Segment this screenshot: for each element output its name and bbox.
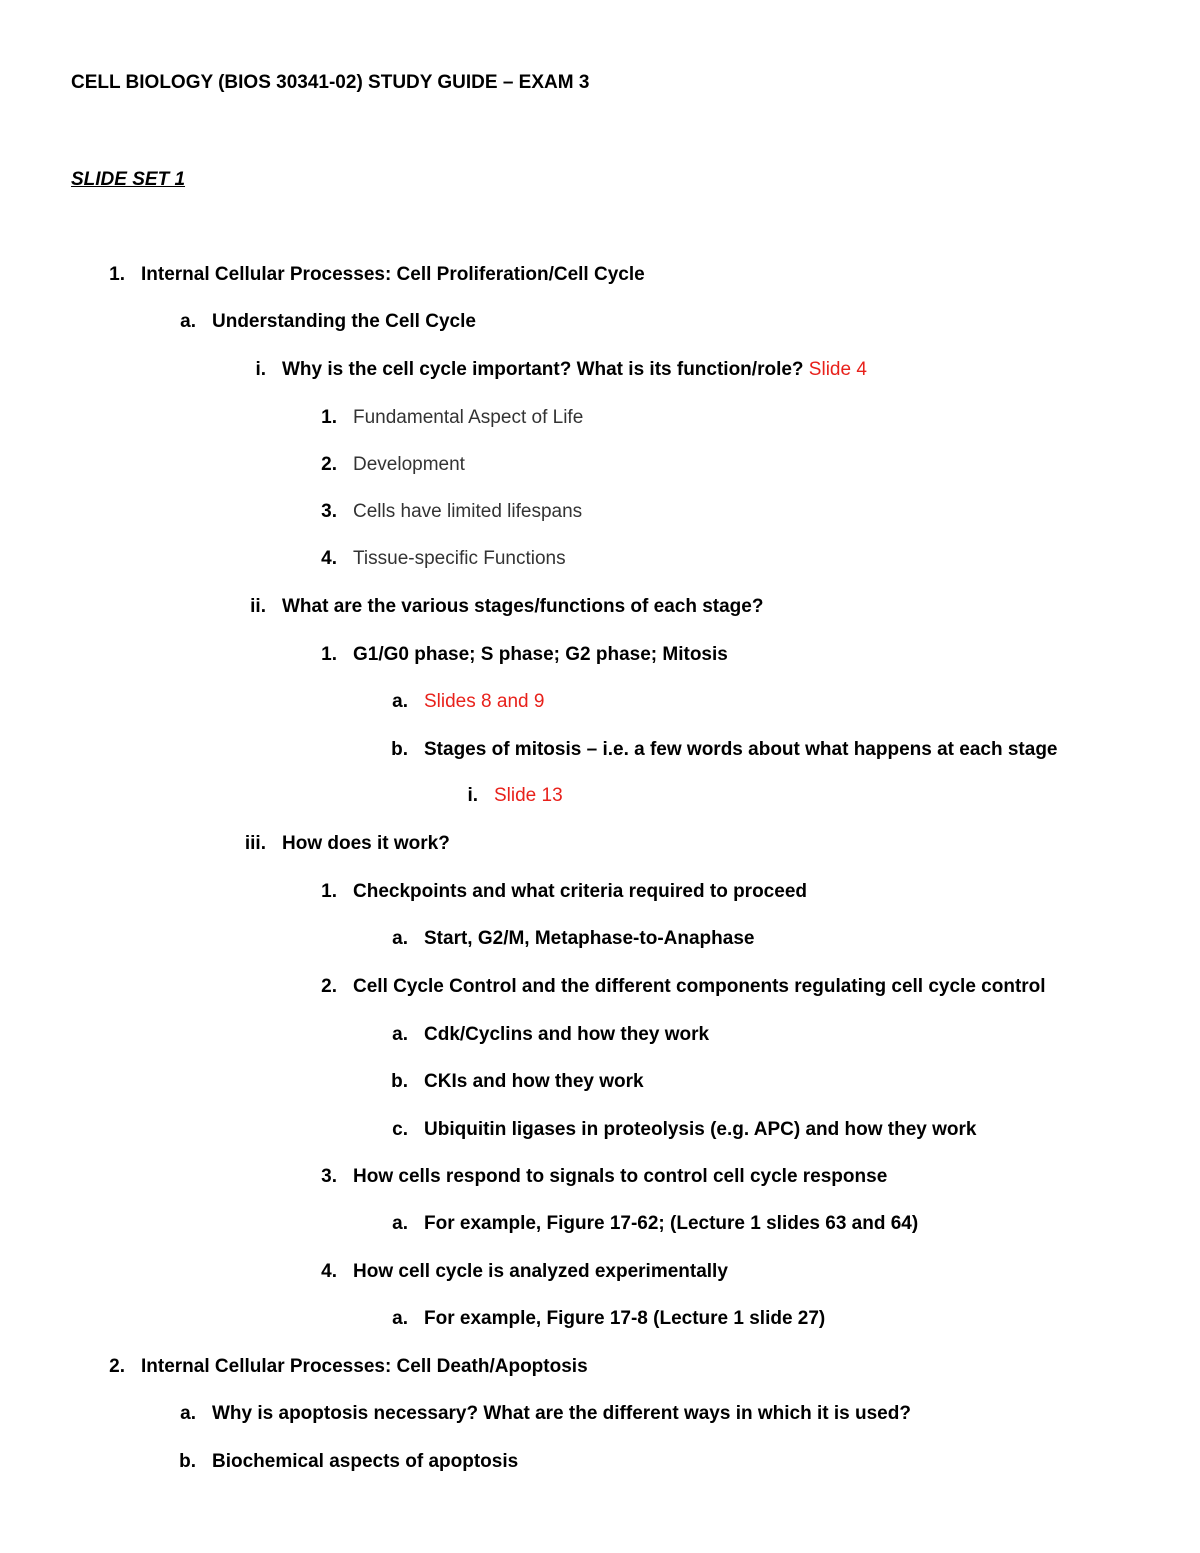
outline-text-content: For example, Figure 17-62; (Lecture 1 slides 63 and 64): [424, 1213, 919, 1234]
outline-text: [353, 1260, 728, 1284]
outline-marker: 4.: [321, 1261, 337, 1282]
outline-marker: 1.: [321, 407, 337, 428]
outline-text: [212, 1402, 911, 1426]
outline-text-content: Ubiquitin ligases in proteolysis (e.g. APC) and how they work: [424, 1119, 977, 1140]
outline-text: [424, 1307, 825, 1331]
outline-marker: b.: [391, 1071, 408, 1092]
section-title: SLIDE SET 1: [71, 169, 186, 190]
outline-text-content: Why is apoptosis necessary? What are the different ways in which it is used?: [212, 1403, 911, 1424]
outline-marker: b.: [391, 739, 408, 760]
outline-text: [353, 547, 566, 571]
outline-marker: 1.: [109, 264, 125, 285]
outline-text: [424, 1023, 709, 1047]
outline-text: [424, 1070, 644, 1094]
outline-marker: a.: [392, 1213, 408, 1234]
outline-text: [282, 358, 867, 382]
outline-marker: iii.: [244, 833, 266, 854]
outline-marker: 1.: [321, 644, 337, 665]
outline-text-content: CKIs and how they work: [424, 1071, 644, 1092]
outline-marker: i.: [467, 785, 478, 806]
outline-text: [353, 453, 465, 477]
outline-text-content: Internal Cellular Processes: Cell Proliferation/Cell Cycle: [141, 264, 645, 285]
outline-text: [141, 263, 645, 287]
outline-text: [424, 690, 544, 714]
outline-marker: a.: [392, 928, 408, 949]
outline-text: [282, 832, 450, 856]
outline-text-content: Development: [353, 454, 465, 475]
outline-marker: 4.: [321, 548, 337, 569]
outline-text: [282, 595, 763, 619]
outline-text-content: Understanding the Cell Cycle: [212, 311, 476, 332]
outline-marker: c.: [392, 1119, 408, 1140]
outline-marker: a.: [180, 1403, 196, 1424]
outline-marker: 1.: [321, 881, 337, 902]
outline-text-content: How cell cycle is analyzed experimentally: [353, 1261, 728, 1282]
outline-text-content: Fundamental Aspect of Life: [353, 407, 584, 428]
outline-marker: 2.: [109, 1356, 125, 1377]
outline-marker: a.: [392, 1308, 408, 1329]
outline-marker: 2.: [321, 454, 337, 475]
outline-text: [353, 406, 583, 430]
outline-text-content: Slides 8 and 9: [424, 691, 545, 712]
outline-text-content: How cells respond to signals to control cell cycle response: [353, 1166, 888, 1187]
outline-text: [353, 500, 582, 524]
outline-text: [353, 643, 728, 667]
outline-text: [141, 1355, 588, 1379]
outline-marker: i.: [255, 359, 266, 380]
slide-reference-note: Slide 4: [803, 359, 867, 380]
outline-text-content: Slide 13: [494, 785, 563, 806]
outline-marker: a.: [392, 691, 408, 712]
outline-text-content: G1/G0 phase; S phase; G2 phase; Mitosis: [353, 644, 728, 665]
outline-text: [424, 1118, 976, 1142]
outline-text-content: How does it work?: [282, 833, 450, 854]
outline-text: [212, 310, 476, 334]
outline-marker: a.: [180, 311, 196, 332]
outline-text-content: Why is the cell cycle important? What is its function/role?: [282, 359, 804, 380]
outline-text-content: Cdk/Cyclins and how they work: [424, 1024, 710, 1045]
outline-text: [212, 1450, 518, 1474]
outline-marker: 2.: [321, 976, 337, 997]
outline-text-content: Stages of mitosis – i.e. a few words about what happens at each stage: [424, 739, 1058, 760]
outline-text-content: Tissue-specific Functions: [353, 548, 566, 569]
outline-text-content: Cell Cycle Control and the different components regulating cell cycle control: [353, 976, 1046, 997]
outline-text: [353, 975, 1046, 999]
outline-text-content: Checkpoints and what criteria required to proceed: [353, 881, 807, 902]
outline-marker: 3.: [321, 1166, 337, 1187]
outline-text-content: What are the various stages/functions of each stage?: [282, 596, 764, 617]
outline-text: [494, 784, 563, 808]
outline-text: [424, 927, 754, 951]
outline-text: [424, 1212, 918, 1236]
outline-text-content: For example, Figure 17-8 (Lecture 1 slide 27): [424, 1308, 826, 1329]
outline-text: [424, 738, 1058, 762]
outline-text-content: Cells have limited lifespans: [353, 501, 583, 522]
document-title: CELL BIOLOGY (BIOS 30341-02) STUDY GUIDE – EXAM 3: [71, 72, 590, 93]
outline-text: [353, 1165, 887, 1189]
outline-marker: 3.: [321, 501, 337, 522]
outline-text-content: Biochemical aspects of apoptosis: [212, 1451, 519, 1472]
outline-text: [353, 880, 807, 904]
outline-text-content: Internal Cellular Processes: Cell Death/Apoptosis: [141, 1356, 588, 1377]
outline-marker: ii.: [250, 596, 266, 617]
outline-marker: a.: [392, 1024, 408, 1045]
outline-text-content: Start, G2/M, Metaphase-to-Anaphase: [424, 928, 755, 949]
outline-marker: b.: [179, 1451, 196, 1472]
